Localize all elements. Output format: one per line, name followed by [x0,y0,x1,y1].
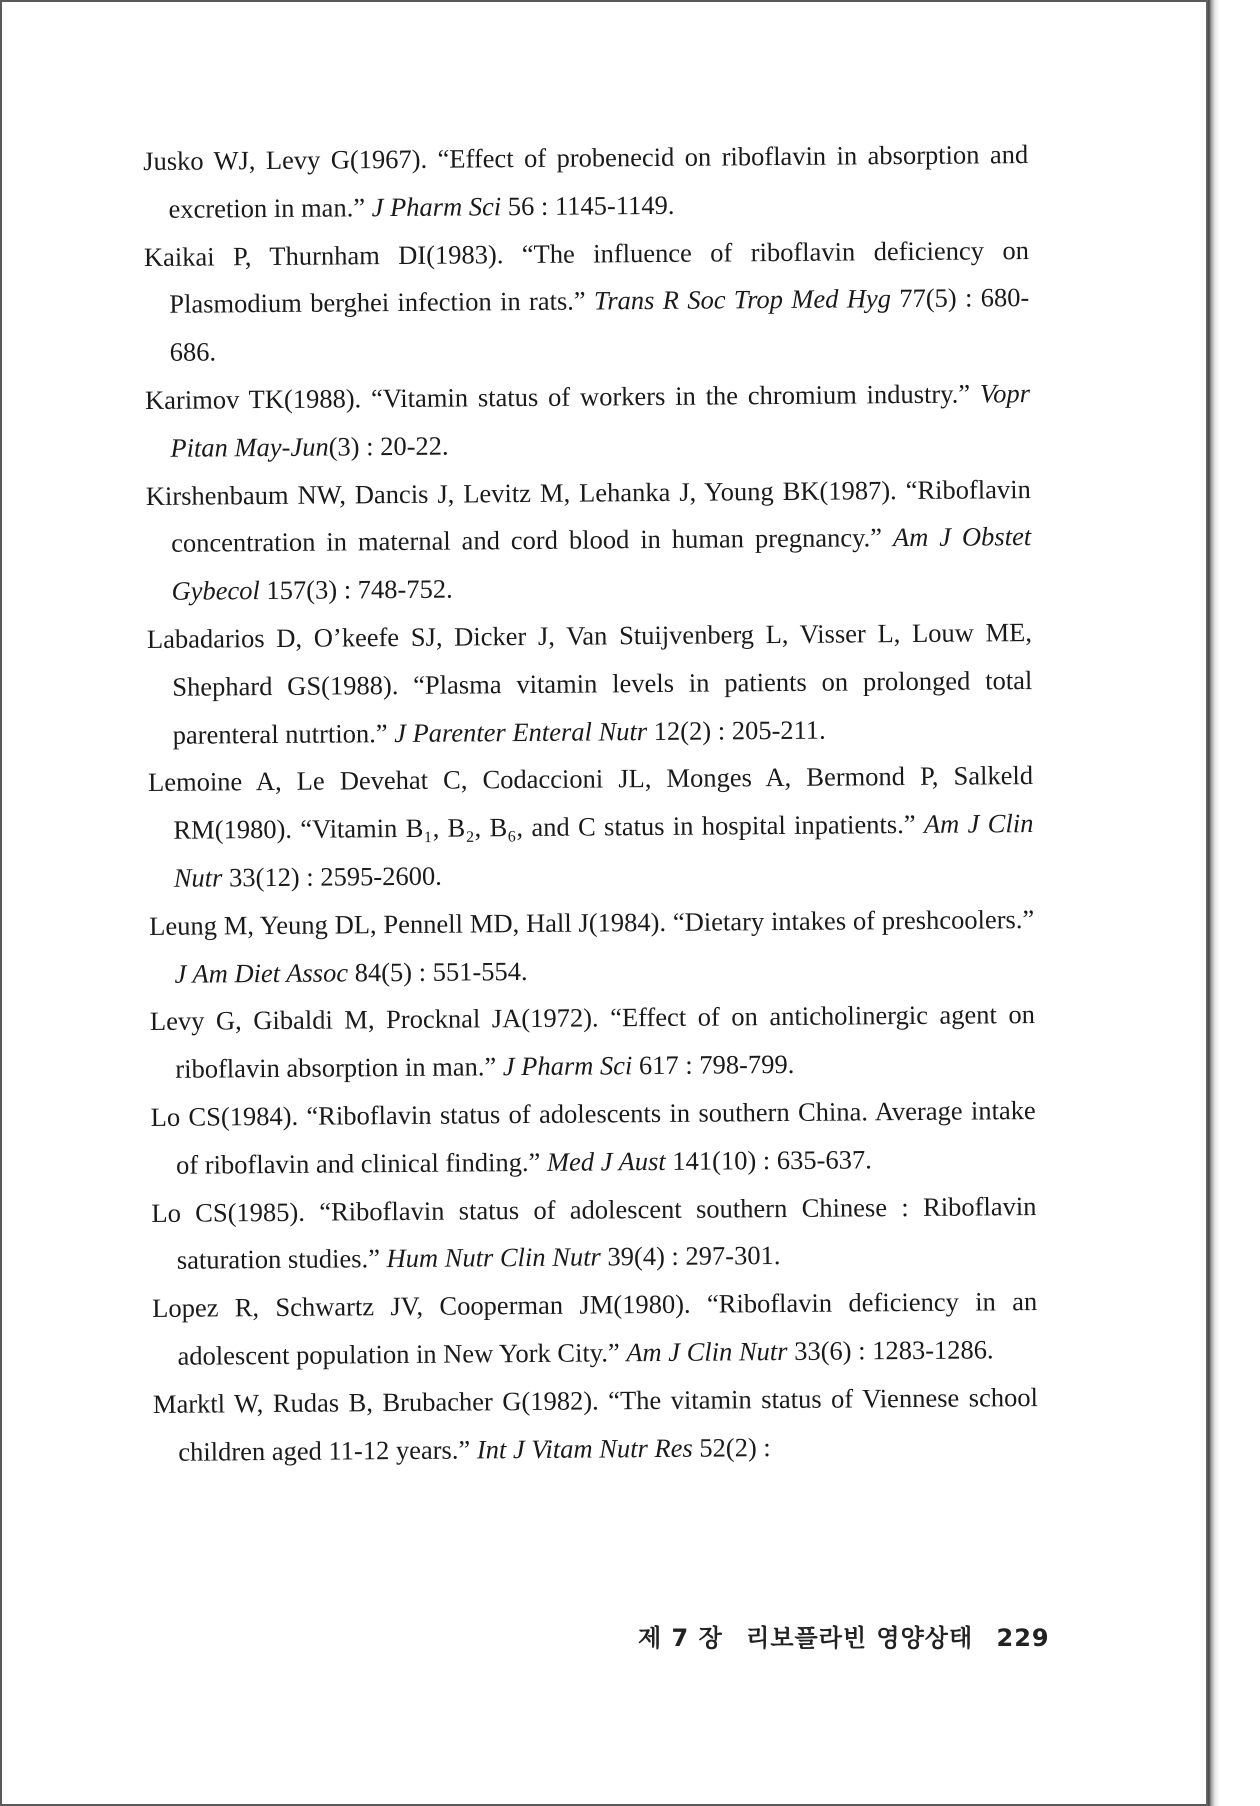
reference-item: Karimov TK(1988). “Vitamin status of workers in the chromium industry.” Vopr Pitan May-Jun(3) : 20-22. [144,378,1031,463]
reference-item: Leung M, Yeung DL, Pennell MD, Hall J(1984). “Dietary intakes of preshcoolers.” J Am Diet Assoc 84(5) : 551-554. [149,903,1035,989]
reference-item: Labadarios D, O’keefe SJ, Dicker J, Van Stuijvenberg L, Visser L, Louw ME, Shephard GS(1988). “Plasma vitamin levels in patients on prolonged total parenteral nutrtion.” J Parenter Enteral Nutr 12(2) : 205-211. [146,617,1033,750]
reference-item: Lemoine A, Le Devehat C, Codaccioni JL, Monges A, Bermond P, Salkeld RM(1980). “Vitamin B₁, B₂, B₆, and C status in hospital inpatients.” Am J Clin Nutr 33(12) : 2595-2600. [147,760,1034,893]
chapter-label: 제 7 장 [638,1624,723,1652]
reference-item: Jusko WJ, Levy G(1967). “Effect of probenecid on riboflavin in absorption and excretion in man.” J Pharm Sci 56 : 1145-1149. [143,139,1029,224]
reference-item: Lo CS(1984). “Riboflavin status of adolescents in southern China. Average intake of riboflavin and clinical finding.” Med J Aust 141(10) : 635-637. [150,1094,1036,1180]
reference-item: Kaikai P, Thurnham DI(1983). “The influence of riboflavin deficiency on Plasmodium berghei infection in rats.” Trans R Soc Trop Med Hyg 77(5) : 680-686. [143,234,1030,367]
reference-item: Kirshenbaum NW, Dancis J, Levitz M, Lehanka J, Young BK(1987). “Riboflavin concentration in maternal and cord blood in human pregnancy.” Am J Obstet Gybecol 157(3) : 748-752. [145,473,1032,606]
reference-list [143,131,1038,1476]
reference-item: Levy G, Gibaldi M, Procknal JA(1972). “Effect of on anticholinergic agent on riboflavin absorption in man.” J Pharm Sci 617 : 798-799. [149,999,1036,1084]
reference-item: Marktl W, Rudas B, Brubacher G(1982). “The vitamin status of Viennese school children aged 11-12 years.” Int J Vitam Nutr Res 52(2) : [152,1381,1039,1467]
page-number: 229 [996,1624,1050,1652]
page-edge [1206,0,1260,1806]
page-footer [638,1618,1064,1653]
chapter-title: 리보플라빈 영양상태 [746,1624,974,1652]
reference-item: Lopez R, Schwartz JV, Cooperman JM(1980). “Riboflavin deficiency in an adolescent population in New York City.” Am J Clin Nutr 33(6) : 1283-1286. [152,1286,1038,1371]
reference-item: Lo CS(1985). “Riboflavin status of adolescent southern Chinese : Riboflavin saturation studies.” Hum Nutr Clin Nutr 39(4) : 297-301. [151,1190,1037,1276]
